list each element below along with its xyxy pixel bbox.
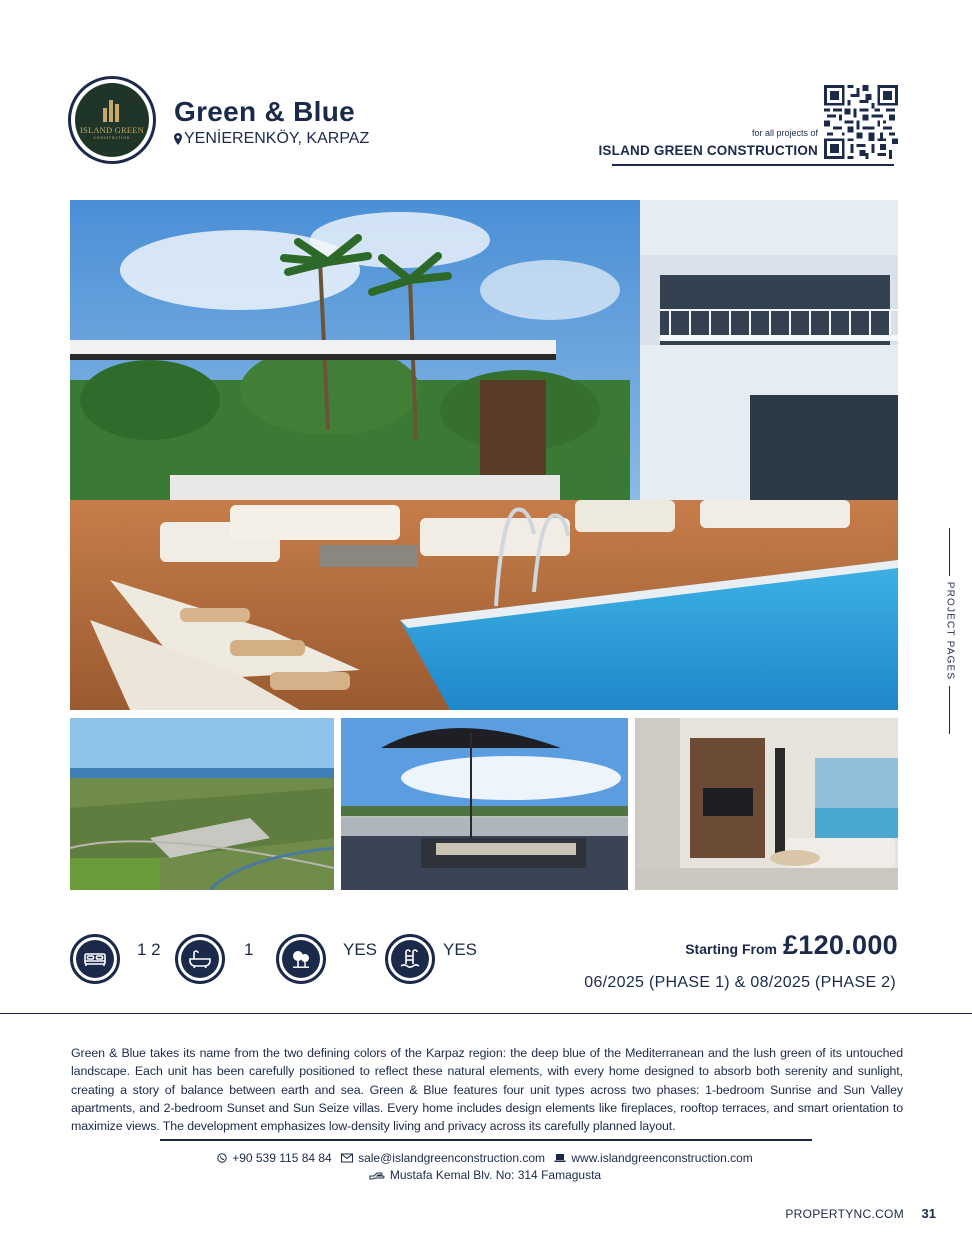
qr-underline	[612, 164, 894, 166]
bathtub-icon	[187, 946, 213, 972]
side-tab-line-top	[949, 528, 950, 576]
contact-phone[interactable]: +90 539 115 84 84	[232, 1151, 332, 1165]
footer-website[interactable]: PROPERTYNC.COM	[785, 1207, 904, 1221]
side-tab-line-bottom	[949, 686, 950, 734]
contact-line-address	[0, 1168, 972, 1182]
qr-company-name: ISLAND GREEN CONSTRUCTION	[598, 143, 818, 158]
qr-caption: for all projects of	[751, 128, 818, 138]
email-icon	[341, 1153, 353, 1163]
delivery-dates: 06/2025 (PHASE 1) & 08/2025 (PHASE 2)	[584, 974, 896, 991]
contact-website[interactable]: www.islandgreenconstruction.com	[571, 1151, 753, 1165]
thumbnail-aerial-view	[70, 718, 334, 890]
location-text: YENİERENKÖY, KARPAZ	[184, 130, 370, 147]
logo-badge	[75, 83, 149, 157]
contact-email[interactable]: sale@islandgreenconstruction.com	[358, 1151, 546, 1165]
feature-bedrooms-value: 1 2	[137, 940, 161, 959]
logo-building-icon	[101, 100, 123, 122]
price-label: Starting From	[685, 941, 777, 957]
logo-name: ISLAND GREEN	[79, 124, 145, 135]
project-location	[174, 130, 369, 148]
project-title: Green & Blue	[174, 96, 355, 127]
side-tab	[938, 528, 962, 734]
company-logo	[68, 76, 156, 164]
feature-bathrooms-value: 1	[244, 940, 254, 959]
phone-icon	[217, 1153, 227, 1163]
contact-address: Mustafa Kemal Blv. No: 314 Famagusta	[389, 1168, 602, 1182]
feature-pool-value: YES	[443, 940, 478, 959]
project-description: Green & Blue takes its name from the two defining colors of the Karpaz region: the deep blue of the Mediterranean and the lush green of its untouched landscape. Each unit has been carefully positioned to reflect these natural elements, with every home designed to absorb both serenity and sunlight, creating a story of balance between earth and sea. Green & Blue features four unit types across two phases: 1-bedroom Sunrise and Sun Valley apartments, and 2-bedroom Sunset and Sun Seize villas. Every home includes design elements like fireplaces, rooftop terraces, and smart orientation to maximize views. The development emphasizes low-density living and privacy across its carefully planned layout.	[71, 1046, 903, 1134]
price-block	[685, 930, 898, 961]
feature-garden-value: YES	[343, 940, 378, 959]
feature-garden-badge	[276, 934, 326, 984]
laptop-icon	[554, 1153, 566, 1163]
bed-icon	[82, 946, 108, 972]
description-divider	[160, 1139, 812, 1141]
feature-bathrooms-badge	[175, 934, 225, 984]
price-value: £120.000	[782, 930, 898, 960]
address-hand-icon	[369, 1170, 385, 1180]
page-number: 31	[921, 1206, 936, 1221]
hero-image-pool-terrace	[70, 200, 898, 710]
feature-pool-badge	[385, 934, 435, 984]
pool-icon	[397, 946, 423, 972]
trees-icon	[288, 946, 314, 972]
feature-bedrooms-badge	[70, 934, 120, 984]
thumbnail-living-room	[635, 718, 898, 890]
qr-code[interactable]	[824, 85, 898, 159]
contact-line-primary	[0, 1151, 972, 1165]
side-tab-label: PROJECT PAGES	[944, 581, 956, 681]
thumbnail-rooftop-terrace	[341, 718, 628, 890]
logo-subtitle: construction	[93, 135, 131, 141]
section-divider	[0, 1013, 972, 1014]
location-pin-icon	[174, 133, 182, 145]
